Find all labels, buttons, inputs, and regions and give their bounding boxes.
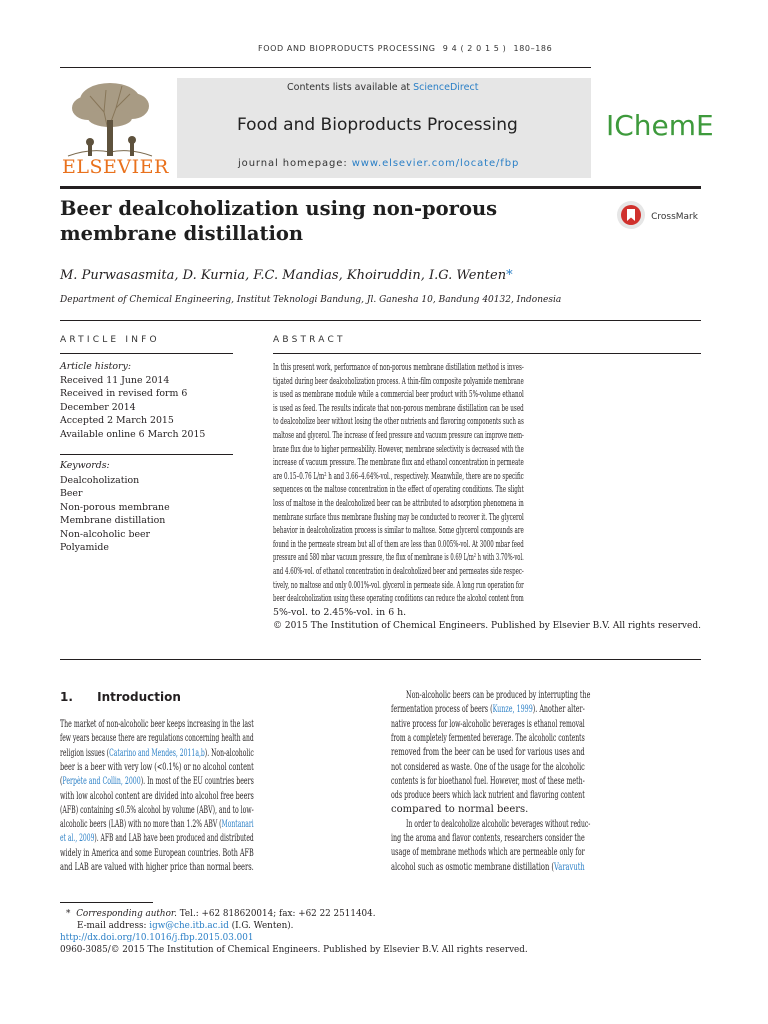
text-span: (AFB) containing ≤0.5% alcohol by volume (ABV), and to low- xyxy=(60,804,254,816)
text-line xyxy=(273,444,711,455)
journal-homepage-line xyxy=(238,158,519,169)
footnote-rule xyxy=(60,902,153,903)
keyword: Dealcoholization xyxy=(60,475,140,486)
text-span: usage of membrane methods which are permeable only for xyxy=(391,847,585,859)
running-head-volume: 9 4 ( 2 0 1 5 ) xyxy=(442,44,507,53)
text-line xyxy=(60,776,372,787)
contents-line xyxy=(287,82,478,93)
text-span: from a completely fermented beverage. The alcoholic contents xyxy=(391,732,585,744)
history-entry: Available online 6 March 2015 xyxy=(60,428,206,440)
keywords-list xyxy=(60,474,170,554)
icheme-wordmark: IChemE xyxy=(606,109,714,142)
history-entry: December 2014 xyxy=(60,401,136,413)
text-span: native process for low-alcoholic beverages is ethanol removal xyxy=(391,718,585,730)
info-top-rule xyxy=(60,320,701,321)
text-line xyxy=(391,862,679,873)
text-line xyxy=(273,525,696,536)
text-span: Non-alcoholic beers can be produced by interrupting the xyxy=(406,690,591,701)
text-span: behavior in dealcoholization process is similar to maltose. Some glycerol compounds are xyxy=(273,525,524,537)
text-line xyxy=(391,747,678,758)
text-span: beer is a beer with very low (<0.1%) or no alcohol content xyxy=(60,761,254,773)
article-history-label: Article history: xyxy=(60,361,131,372)
email-name: (I.G. Wenten). xyxy=(231,921,294,931)
header-rule xyxy=(60,67,591,68)
text-span: compared to normal beers. xyxy=(391,804,529,816)
text-span: membrane surface thus membrane flushing may be conducted to recover it. The glycerol xyxy=(273,511,524,523)
text-line xyxy=(406,819,708,830)
text-span: pressure and 580 mbar vacuum pressure, the flux of membrane is 0.69 L/m² h with 3.70%-vol. xyxy=(273,552,524,564)
text-span: is used as membrane module while a commercial beer product with 5%-volume ethanol xyxy=(273,389,524,401)
text-line xyxy=(391,733,709,744)
text-line xyxy=(391,762,692,773)
text-span: to dealcoholize beer without losing the other nutrients and flavoring components such as xyxy=(273,416,524,428)
text-line xyxy=(273,607,406,618)
text-line xyxy=(391,847,691,858)
text-line xyxy=(273,362,693,373)
text-span: religion issues ( xyxy=(60,747,110,759)
crossmark-icon xyxy=(616,200,646,230)
history-entry: Received in revised form 6 xyxy=(60,388,188,400)
text-line xyxy=(60,848,361,859)
text-line xyxy=(391,804,528,815)
email-link[interactable]: igw@che.itb.ac.id xyxy=(149,921,229,931)
author-list xyxy=(60,268,513,283)
corresponding-author-note xyxy=(66,909,376,919)
text-span: maltose and glycerol. The increase of feed pressure and vacuum pressure can improve mem- xyxy=(273,430,524,441)
abstract-copyright: © 2015 The Institution of Chemical Engineers. Published by Elsevier B.V. All rights reserved. xyxy=(273,620,701,632)
text-span: increase of vacuum pressure. The membrane flux and ethanol concentration in permeate xyxy=(273,457,524,469)
text-line xyxy=(391,790,698,801)
text-span: ). Another alter- xyxy=(532,704,585,716)
affiliation: Department of Chemical Engineering, Institut Teknologi Bandung, Jl. Ganesha 10, Bandung 40132, Indonesia xyxy=(60,295,562,305)
article-info-heading: ARTICLE INFO xyxy=(60,335,160,345)
text-span: sequences on the maltose concentration in the effect of operating conditions. The slight xyxy=(273,484,524,496)
running-head xyxy=(258,44,552,53)
text-line xyxy=(273,389,690,400)
text-span: brane flux due to higher permeability. However, membrane selectivity is decreased with the xyxy=(273,443,524,455)
text-line xyxy=(273,416,698,427)
text-span: ing the aroma and flavor contents, researchers consider the xyxy=(391,833,585,844)
text-line xyxy=(391,704,695,715)
text-line xyxy=(273,580,703,591)
text-span: found in the permeate stream but all of them are less than 0.005%-vol. At 3000 mbar feed xyxy=(273,538,524,550)
text-line xyxy=(273,471,695,482)
section-number: 1. xyxy=(60,690,73,704)
text-line xyxy=(60,805,373,816)
text-line xyxy=(273,566,702,577)
abstract-heading: ABSTRACT xyxy=(273,335,346,345)
keyword: Polyamide xyxy=(60,542,109,554)
text-span: tively, no maltose and only 0.001%-vol. glycerol in permeate side. A long run operation for xyxy=(273,579,524,591)
text-line xyxy=(273,376,699,387)
text-span: and 4.60%-vol. of ethanol concentration in dealcoholized beer and permeates side respec- xyxy=(273,566,524,577)
running-head-journal: FOOD AND BIOPRODUCTS PROCESSING xyxy=(258,44,436,53)
article-title-line-2: membrane distillation xyxy=(60,222,304,245)
text-span: In order to dealcoholize alcoholic beverages without reduc- xyxy=(406,818,591,830)
text-line xyxy=(60,862,350,873)
elsevier-logo[interactable] xyxy=(60,78,169,178)
icheme-logo[interactable] xyxy=(606,109,714,142)
crossmark-label: CrossMark xyxy=(651,211,698,222)
text-line xyxy=(391,833,696,844)
text-span: fermentation process of beers ( xyxy=(391,704,493,716)
text-span: 5%-vol. to 2.45%-vol. in 6 h. xyxy=(273,606,407,618)
elsevier-wordmark: ELSEVIER xyxy=(62,156,169,178)
corresponding-label: Corresponding author. xyxy=(76,909,177,919)
article-title-line-1: Beer dealcoholization using non-porous xyxy=(60,197,498,220)
text-span: few years because there are regulations concerning health and xyxy=(60,733,254,745)
doi-link[interactable]: http://dx.doi.org/10.1016/j.fbp.2015.03.001 xyxy=(60,933,254,943)
text-span: not considered as waste. One of the usage for the alcoholic xyxy=(391,761,585,773)
text-span: contents is for bioethanol fuel. However, most of these meth- xyxy=(391,775,585,787)
issn-copyright: 0960-3085/© 2015 The Institution of Chemical Engineers. Published by Elsevier B.V. All rights reserved. xyxy=(60,945,528,955)
history-entry: Accepted 2 March 2015 xyxy=(60,415,174,427)
text-span: tigated during beer dealcoholization process. A thin-film composite polyamide membrane xyxy=(273,375,524,387)
abstract-bottom-rule xyxy=(60,659,701,660)
text-span: widely in America and some European countries. Both AFB xyxy=(60,847,254,859)
text-span: ). AFB and LAB have been produced and distributed xyxy=(94,833,254,845)
citation-link[interactable]: Kunze, 1999 xyxy=(492,704,533,716)
text-span: is used as feed. The results indicate that non-porous membrane distillation can be used xyxy=(273,402,524,414)
article-history xyxy=(60,374,205,441)
section-title: Introduction xyxy=(97,690,181,704)
masthead-rule xyxy=(60,186,701,189)
text-line xyxy=(391,776,701,787)
text-line xyxy=(60,762,357,773)
text-span: and LAB are valued with higher price than normal beers. xyxy=(60,862,254,873)
keyword: Non-alcoholic beer xyxy=(60,528,151,540)
citation-link[interactable]: Catarino and Mendes, 2011a,b xyxy=(109,747,205,759)
text-line xyxy=(273,498,689,509)
text-span: The market of non-alcoholic beer keeps increasing in the last xyxy=(60,719,254,730)
email-label: E-mail address: xyxy=(77,921,147,931)
sciencedirect-link[interactable]: ScienceDirect xyxy=(413,82,479,93)
text-line xyxy=(273,430,716,441)
text-line xyxy=(60,819,379,830)
history-keywords-rule xyxy=(60,454,233,455)
introduction-heading xyxy=(60,690,181,704)
text-line xyxy=(273,457,697,468)
contact-numbers: Tel.: +62 818620014; fax: +62 22 2511404. xyxy=(179,909,376,919)
text-span: beer dealcoholization using these operating conditions can reduce the alcohol content from xyxy=(273,593,524,605)
text-span: removed from the beer can be used for various uses and xyxy=(391,747,585,759)
text-span: ). Non-alcoholic xyxy=(204,747,254,759)
text-line xyxy=(273,512,697,523)
corresponding-author-mark[interactable]: * xyxy=(506,268,513,283)
journal-masthead xyxy=(177,78,591,178)
elsevier-tree-icon xyxy=(60,78,160,158)
text-line xyxy=(273,539,702,550)
citation-link[interactable]: Varavuth xyxy=(554,861,585,873)
homepage-prefix: journal homepage: xyxy=(238,158,348,169)
citation-link[interactable]: et al., 2009 xyxy=(60,833,95,845)
text-line xyxy=(60,719,371,730)
contents-prefix: Contents lists available at xyxy=(287,82,411,93)
text-span: loss of maltose in the dealcoholized beer can be attributed to adsorption phenomena in xyxy=(273,498,524,509)
text-span: are 0.15–0.76 L/m² h and 3.66–4.64%-vol., respectively. Meanwhile, there are no specific xyxy=(273,470,524,482)
abstract-rule xyxy=(273,353,701,354)
keyword: Non-porous membrane xyxy=(60,501,170,513)
text-line xyxy=(60,833,383,844)
text-line xyxy=(273,403,689,414)
journal-title: Food and Bioproducts Processing xyxy=(237,115,518,135)
citation-link[interactable]: Perpète and Collin, 2000 xyxy=(62,776,141,788)
history-entry: Received 11 June 2014 xyxy=(60,375,170,386)
text-line xyxy=(273,484,692,495)
text-span: In this present work, performance of non-porous membrane distillation method is inves- xyxy=(273,362,524,373)
crossmark-badge[interactable] xyxy=(616,200,698,230)
authors: M. Purwasasmita, D. Kurnia, F.C. Mandias, Khoiruddin, I.G. Wenten xyxy=(60,268,507,283)
homepage-link[interactable]: www.elsevier.com/locate/fbp xyxy=(351,158,520,169)
text-line xyxy=(273,552,722,563)
running-head-pages: 180–186 xyxy=(513,44,553,53)
text-span: alcohol such as osmotic membrane distillation ( xyxy=(391,861,555,873)
footnote-mark: * xyxy=(66,909,71,919)
text-span: ). In most of the EU countries beers xyxy=(140,776,254,788)
text-span: ods produce beers which lack nutrient and flavoring content xyxy=(391,790,585,802)
email-note xyxy=(77,921,293,931)
text-line xyxy=(391,719,704,730)
text-line xyxy=(60,748,377,759)
text-line xyxy=(60,791,362,802)
text-span: ( xyxy=(60,776,63,788)
text-line xyxy=(60,733,381,744)
text-line xyxy=(406,690,695,701)
text-span: with low alcohol content are divided into alcohol free beers xyxy=(60,790,254,802)
article-info-rule xyxy=(60,353,233,354)
keywords-label: Keywords: xyxy=(60,460,110,471)
text-span: alcoholic beers (LAB) with no more than 1.2% ABV ( xyxy=(60,819,222,831)
keyword: Beer xyxy=(60,488,83,500)
keyword: Membrane distillation xyxy=(60,515,166,527)
citation-link[interactable]: Montanari xyxy=(221,819,254,831)
text-line xyxy=(273,593,710,604)
